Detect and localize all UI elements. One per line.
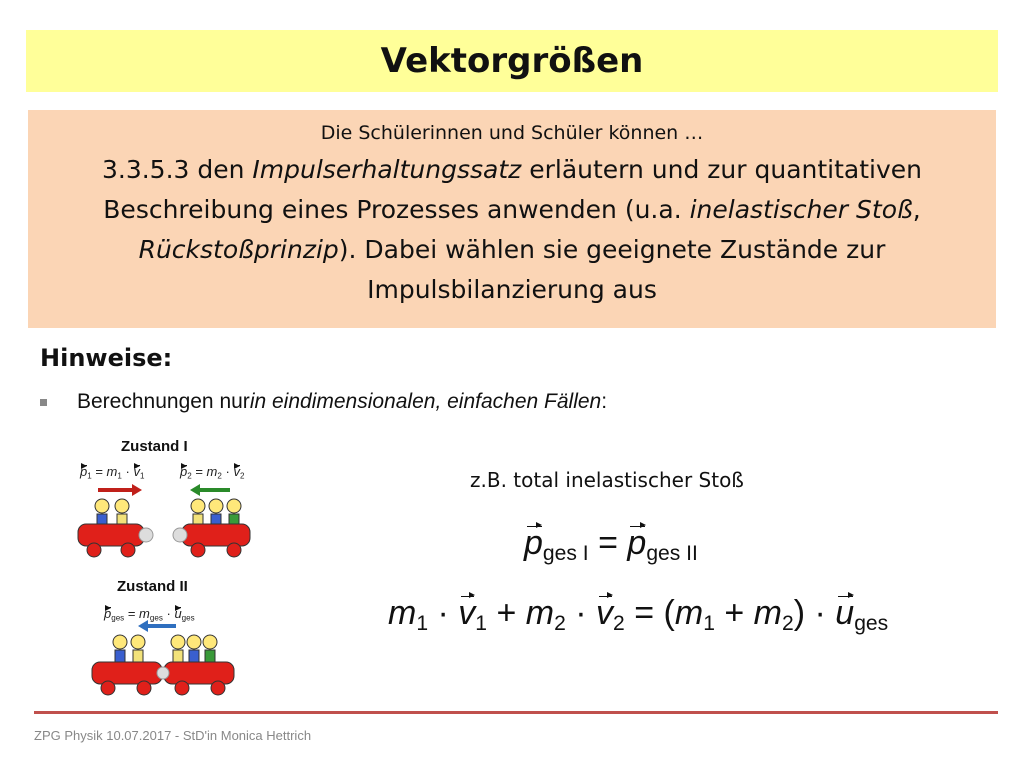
box-intro: Die Schülerinnen und Schüler können … — [320, 122, 704, 144]
arrow-right-icon — [98, 484, 142, 496]
arrow-left-icon — [138, 620, 176, 632]
bullet-suffix: : — [601, 390, 608, 413]
title-bar — [26, 30, 998, 92]
footer-divider — [34, 711, 998, 714]
formula-inelastic-collision: $m_1 \cdot v_1 + m_2 \cdot v_2 = (m_1 + m_2) \cdot u_{ges}$ — [388, 594, 889, 635]
slide-title: Vektorgrößen — [380, 41, 644, 81]
hinweise-heading: Hinweise: — [40, 344, 173, 372]
state-1-illustration — [70, 484, 270, 564]
eq-p2: $p_2 = m_2 \cdot v_2$ — [180, 464, 245, 481]
bullet-square-icon — [40, 399, 47, 406]
wagon-1 — [78, 499, 153, 557]
example-caption: z.B. total inelastischer Stoß — [470, 468, 744, 492]
box-text-4: ). Dabei wählen sie geeignete Zustände zur Impulsbilanzierung aus — [338, 235, 886, 304]
wagon-2 — [173, 499, 250, 557]
arrow-left-icon — [190, 484, 230, 496]
zustand-1-label: Zustand I — [121, 438, 188, 455]
footer-text: ZPG Physik 10.07.2017 - StD'in Monica Hettrich — [34, 728, 312, 743]
box-term-rueckstoss: Rückstoßprinzip — [138, 235, 339, 264]
zustand-2-label: Zustand II — [117, 578, 188, 595]
bullet-item — [40, 390, 607, 414]
coupled-wagons — [92, 635, 234, 695]
eq-pges: $p_{ges} = m_{ges} \cdot u_{ges}$ — [104, 606, 195, 623]
formula-momentum-conservation: $p_{ges I} = p_{ges II}$ — [524, 524, 698, 565]
box-text-3: , — [912, 195, 921, 224]
learning-goal-box — [28, 110, 996, 328]
box-term-impulserhaltung: Impulserhaltungssatz — [252, 155, 522, 184]
box-text-1: 3.3.5.3 den — [101, 155, 253, 184]
box-text-2: erläutern und zur quantitativen Beschreibung eines Prozesses anwenden (u.a. — [103, 155, 923, 224]
state-2-illustration — [86, 620, 246, 698]
bullet-prefix: Berechnungen nur — [77, 390, 250, 413]
eq-p1: $p_1 = m_1 \cdot v_1$ — [80, 464, 145, 481]
box-body — [28, 150, 996, 310]
bullet-italic: in eindimensionalen, einfachen Fällen — [249, 390, 602, 413]
box-term-stoss: inelastischer Stoß — [689, 195, 913, 224]
